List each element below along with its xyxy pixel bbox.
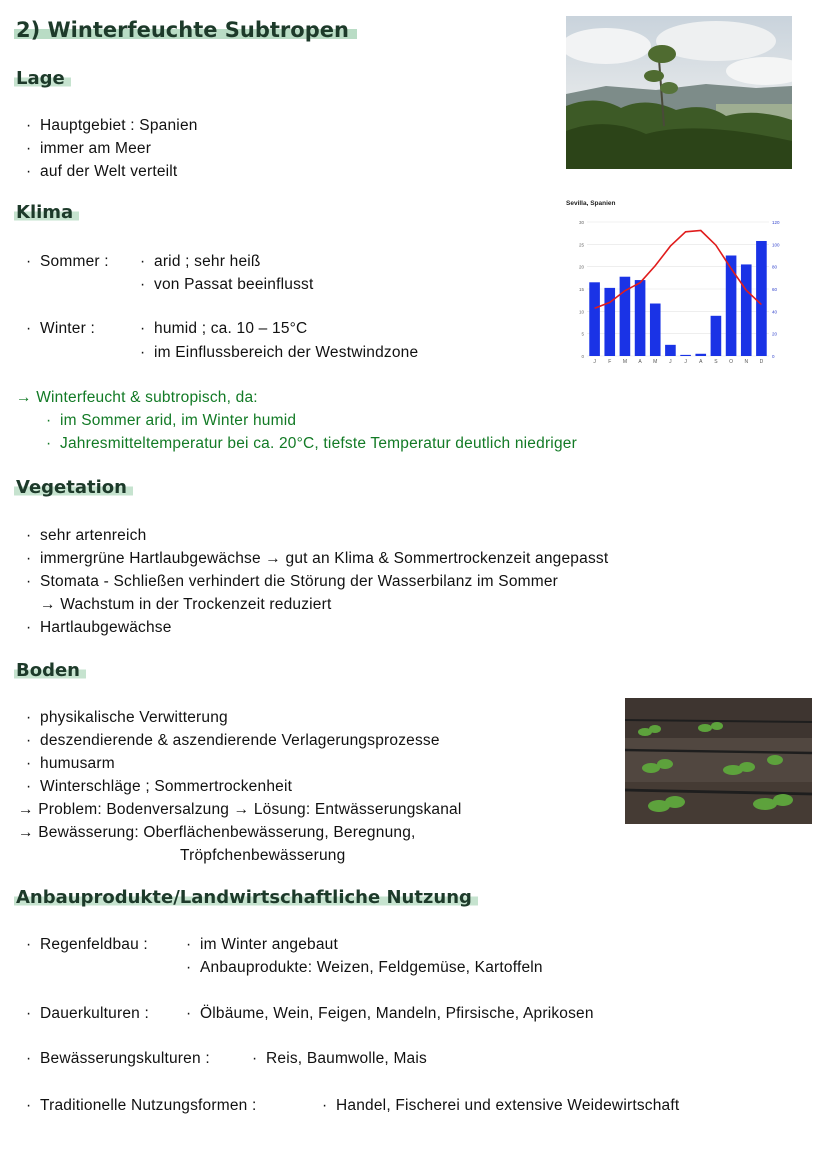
chart-y-tick-precip: 100	[772, 242, 780, 248]
precip-bar	[635, 280, 646, 356]
page-title: 2) Winterfeuchte Subtropen	[14, 18, 357, 42]
chart-x-tick: D	[759, 359, 764, 365]
anbau-dauerkulturen-value: · Ölbäume, Wein, Feigen, Mandeln, Pfirsische, Aprikosen	[186, 1005, 594, 1022]
chart-y-tick-precip: 40	[772, 309, 778, 315]
chart-y-tick-precip: 20	[772, 331, 778, 337]
lage-item: · Hauptgebiet : Spanien	[26, 117, 198, 134]
precip-bar	[726, 256, 737, 357]
chart-y-tick-temp: 5	[581, 331, 584, 337]
section-heading-boden: Boden	[14, 660, 86, 681]
vegetation-item: · Stomata - Schließen verhindert die Störung der Wasserbilanz im Sommer	[26, 573, 559, 590]
chart-y-tick-temp: 10	[578, 309, 584, 315]
precip-bar	[589, 282, 600, 356]
boden-item: Tröpfchenbewässerung	[180, 847, 346, 864]
klima-winter-item: · im Einflussbereich der Westwindzone	[140, 344, 419, 361]
lage-item: · immer am Meer	[26, 140, 152, 157]
precip-bar	[711, 316, 722, 356]
chart-y-tick-temp: 15	[578, 287, 584, 292]
klima-reason: · im Sommer arid, im Winter humid	[46, 412, 297, 429]
section-heading-klima: Klima	[14, 202, 79, 223]
chart-x-tick: J	[669, 359, 672, 365]
chart-x-tick: A	[638, 359, 642, 365]
boden-item: · deszendierende & aszendierende Verlagerungsprozesse	[26, 732, 440, 749]
chart-y-tick-precip: 120	[772, 220, 780, 225]
chart-x-tick: J	[684, 359, 687, 365]
vegetation-item: → Wachstum in der Trockenzeit reduziert	[40, 596, 332, 613]
klima-sommer-item: · arid ; sehr heiß	[140, 253, 261, 270]
chart-x-tick: M	[653, 359, 658, 365]
klima-sommer-label: · Sommer :	[26, 253, 109, 270]
boden-item: · physikalische Verwitterung	[26, 709, 228, 726]
boden-item: · Winterschläge ; Sommertrockenheit	[26, 778, 293, 795]
chart-x-tick: N	[744, 359, 749, 365]
anbau-regenfeldbau-item: · Anbauprodukte: Weizen, Feldgemüse, Kartoffeln	[186, 959, 543, 976]
precip-bar	[650, 304, 661, 356]
climate-chart	[563, 196, 795, 370]
chart-y-tick-temp: 0	[581, 354, 584, 359]
soil-photo	[625, 698, 812, 824]
anbau-dauerkulturen-label: · Dauerkulturen :	[26, 1005, 149, 1022]
chart-y-tick-precip: 60	[772, 287, 778, 292]
chart-y-tick-temp: 20	[578, 264, 584, 270]
anbau-bewaesserung-value: · Reis, Baumwolle, Mais	[252, 1050, 427, 1067]
lage-item: · auf der Welt verteilt	[26, 163, 178, 180]
chart-x-tick: M	[622, 359, 628, 365]
chart-title: Sevilla, Spanien	[566, 200, 616, 207]
chart-y-tick-precip: 0	[772, 354, 775, 359]
anbau-traditionell-label: · Traditionelle Nutzungsformen :	[26, 1097, 257, 1114]
klima-winter-item: · humid ; ca. 10 – 15°C	[140, 320, 308, 337]
precip-bar	[604, 288, 615, 356]
klima-sommer-item: · von Passat beeinflusst	[140, 276, 314, 293]
chart-y-tick-precip: 80	[772, 264, 778, 270]
anbau-traditionell-value: · Handel, Fischerei und extensive Weidewirtschaft	[322, 1097, 680, 1114]
klima-winter-label: · Winter :	[26, 320, 95, 337]
section-heading-vegetation: Vegetation	[14, 477, 133, 498]
chart-y-tick-temp: 25	[578, 242, 584, 248]
vegetation-item: · sehr artenreich	[26, 527, 147, 544]
klima-reason: · Jahresmitteltemperatur bei ca. 20°C, tiefste Temperatur deutlich niedriger	[46, 435, 577, 452]
chart-x-tick: F	[608, 359, 612, 365]
chart-x-tick: A	[699, 359, 703, 365]
precip-bar	[665, 345, 676, 356]
boden-item: → Problem: Bodenversalzung → Lösung: Entwässerungskanal	[18, 801, 462, 818]
vegetation-item: · Hartlaubgewächse	[26, 619, 172, 636]
section-heading-anbau: Anbauprodukte/Landwirtschaftliche Nutzung	[14, 887, 478, 908]
anbau-bewaesserung-label: · Bewässerungskulturen :	[26, 1050, 210, 1067]
anbau-regenfeldbau-label: · Regenfeldbau :	[26, 936, 148, 953]
section-heading-lage: Lage	[14, 68, 71, 89]
chart-x-tick: O	[729, 359, 734, 365]
chart-x-tick: J	[593, 359, 596, 365]
chart-y-tick-temp: 30	[578, 220, 584, 225]
vegetation-item: · immergrüne Hartlaubgewächse → gut an Klima & Sommertrockenzeit angepasst	[26, 550, 609, 567]
boden-item: → Bewässerung: Oberflächenbewässerung, Beregnung,	[18, 824, 416, 841]
klima-conclusion: → Winterfeucht & subtropisch, da:	[16, 389, 258, 406]
precip-bar	[695, 354, 706, 356]
boden-item: · humusarm	[26, 755, 115, 772]
landscape-photo	[566, 16, 792, 169]
precip-bar	[756, 241, 767, 356]
precip-bar	[741, 264, 752, 356]
anbau-regenfeldbau-item: · im Winter angebaut	[186, 936, 338, 953]
chart-x-tick: S	[714, 359, 718, 365]
precip-bar	[680, 355, 691, 356]
